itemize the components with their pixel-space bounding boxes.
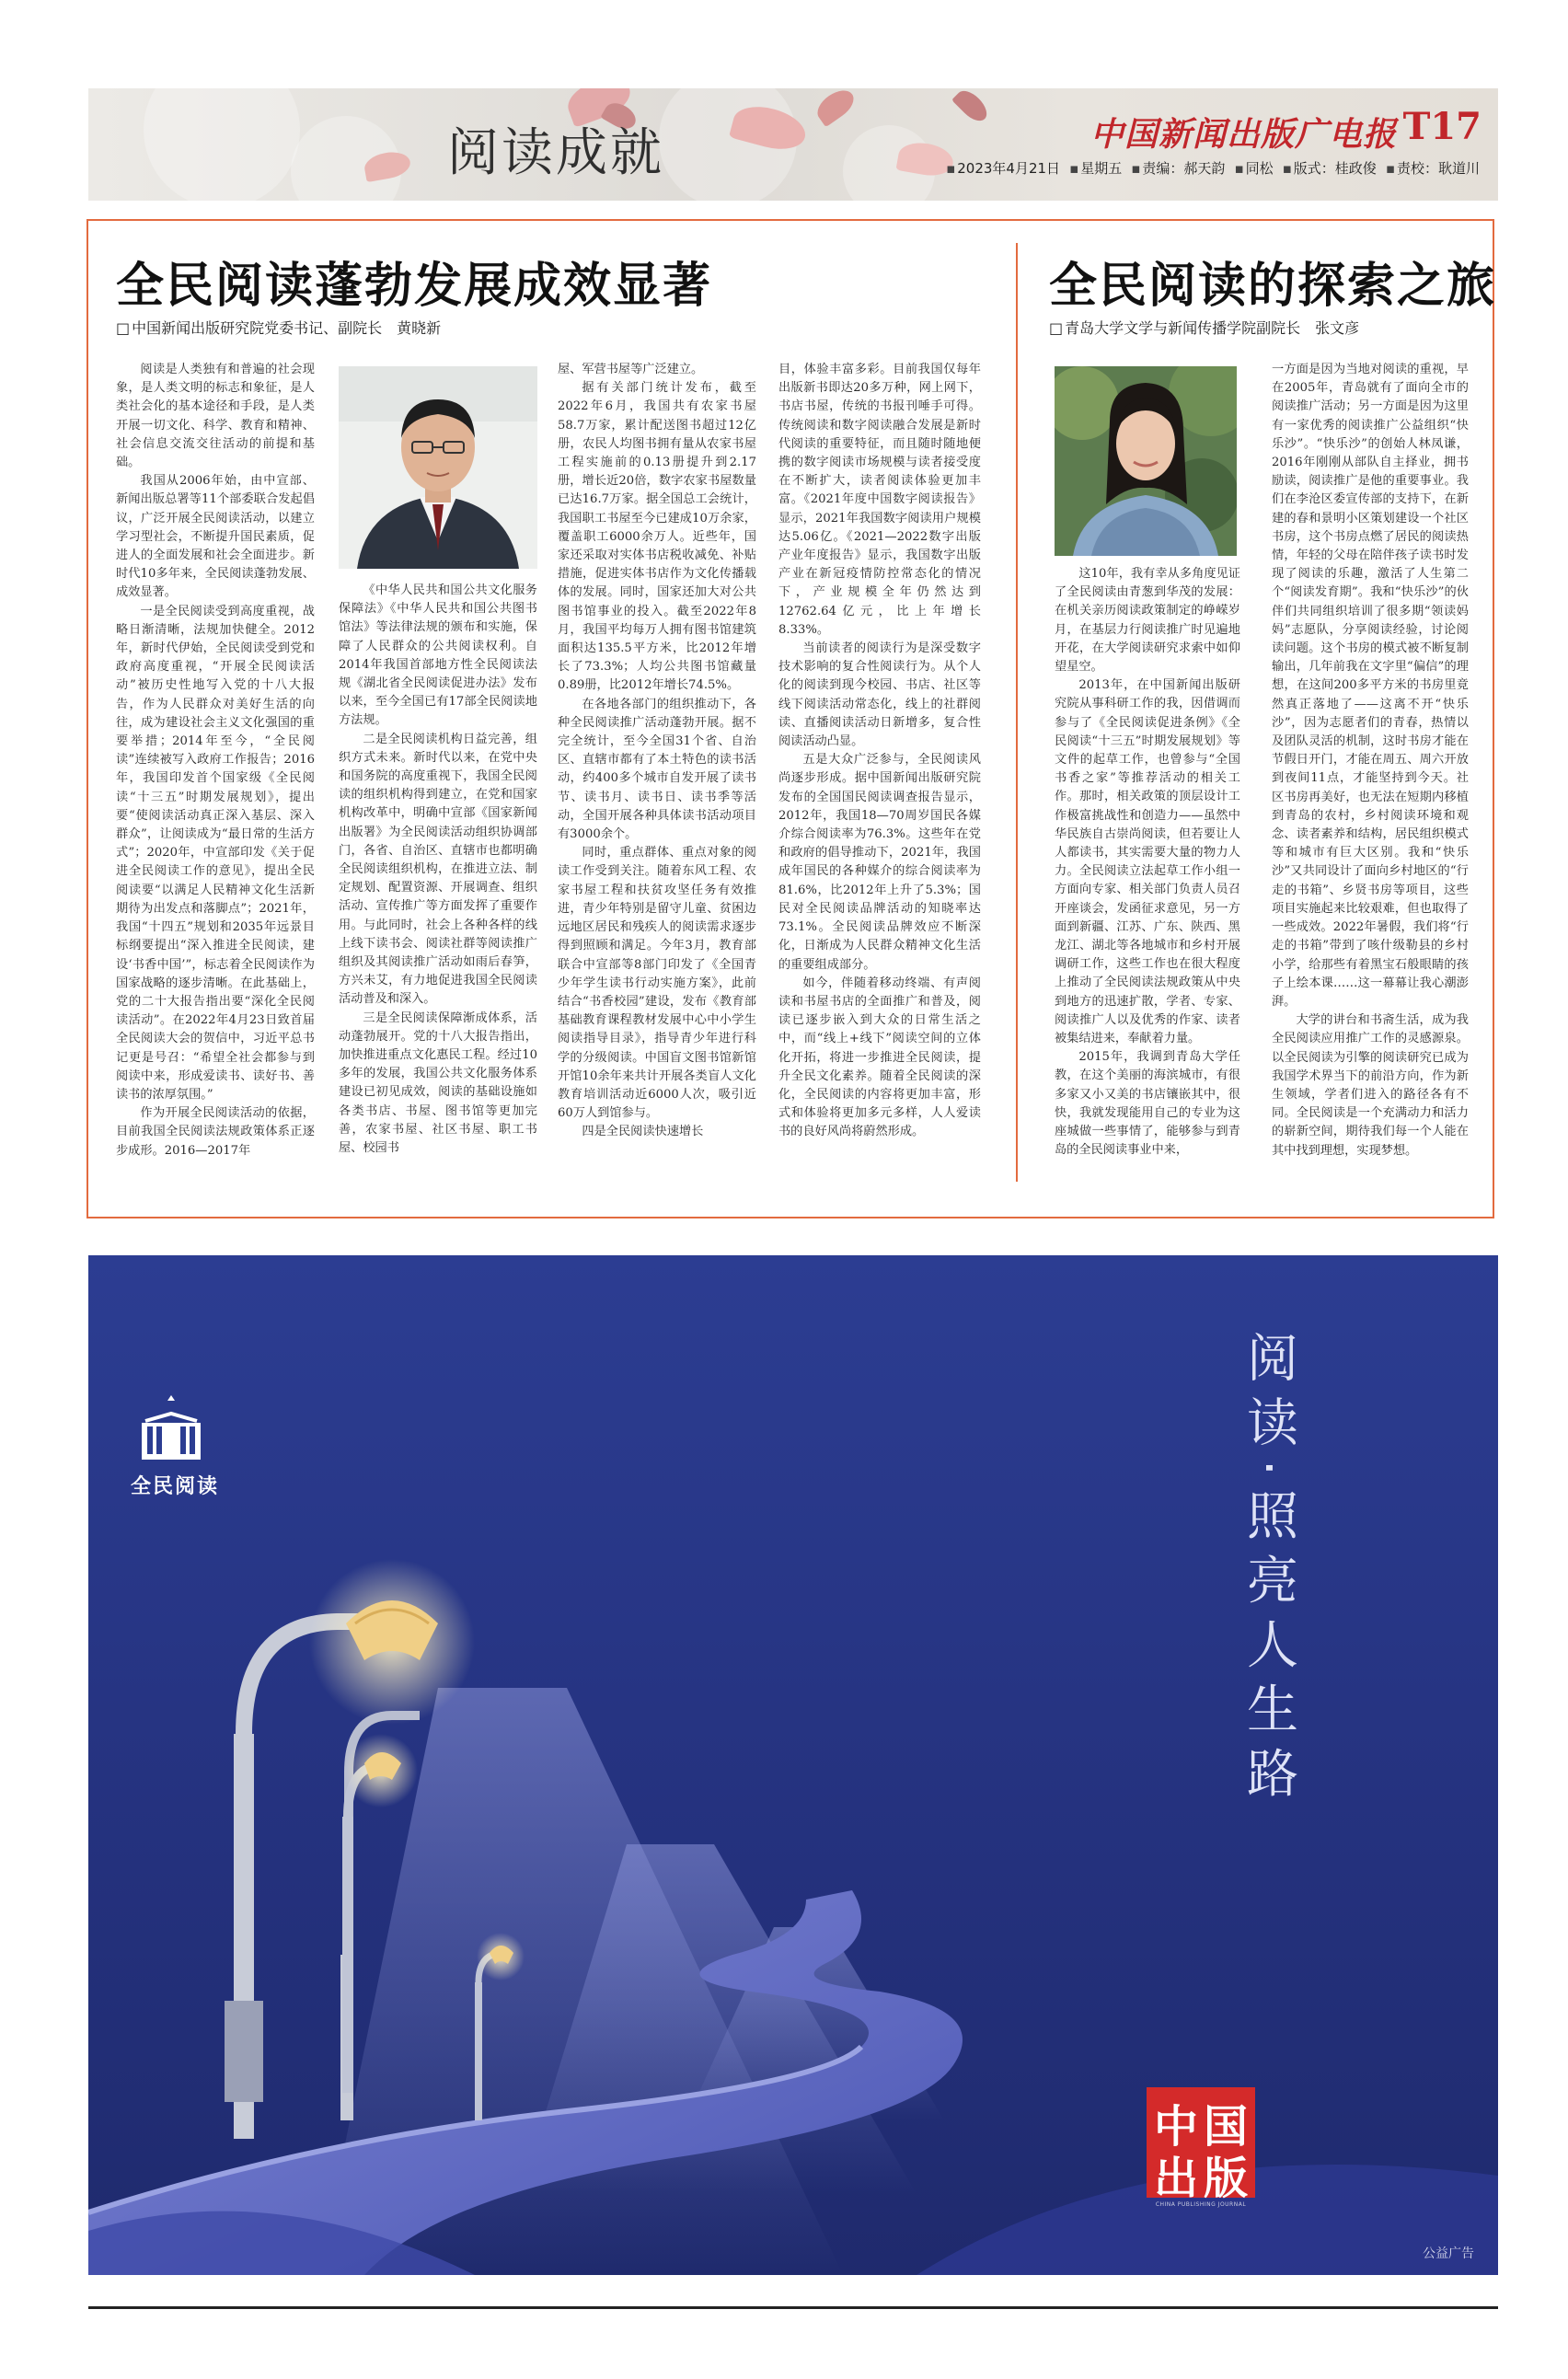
layout-designer: ▪ 版式：桂政俊 xyxy=(1283,158,1377,178)
paragraph: 大学的讲台和书斋生活，成为我全民阅读应用推广工作的灵感源泉。以全民阅读为引擎的阅读研究已成为我国学术界当下的前沿方向，作为新生领域，学者们进入的路径各有不同。全民阅读是一个充满动力和活力的崭新空间，期待我们每一个人能在其中找到理想，实现梦想。 xyxy=(1272,1013,1469,1158)
seal-char: 国 xyxy=(1204,2101,1249,2153)
paragraph: 当前读者的阅读行为是深受数字技术影响的复合性阅读行为。从个人化的阅读到现今校园、书店、社区等线下阅读活动常态化，线上的社群阅读、直播阅读活动日新增多，复合性阅读活动凸显。 xyxy=(778,641,981,749)
column-divider xyxy=(1016,243,1018,1182)
right-article-byline: □ 青岛大学文学与新闻传播学院副院长 张文彦 xyxy=(1049,317,1359,338)
footer-rule xyxy=(88,2306,1498,2309)
page-number: T17 xyxy=(1402,105,1482,148)
paragraph: 我国从2006年始，由中宣部、新闻出版总署等11个部委联合发起倡议，广泛开展全民阅读活动，以建立学习型社会，不断提升国民素质，促进人的全面发展和社会全面进步。新时代10多年来，全民阅读蓬勃发展、成效显著。 xyxy=(116,474,315,600)
paragraph: 三是全民阅读保障渐成体系，活动蓬勃展开。党的十八大报告指出，加快推进重点文化惠民工程。经过10多年的发展，我国公共文化服务体系建设已初见成效，阅读的基础设施如各类书店、书屋、图书馆等更加完善，农家书屋、社区书屋、职工书屋、校园书 xyxy=(339,1010,537,1156)
newspaper-name: 中国新闻出版广电报 xyxy=(1090,115,1397,154)
right-article-column-2 xyxy=(1272,361,1469,1191)
paragraph: 二是全民阅读机构日益完善，组织方式未来。新时代以来，在党中央和国务院的高度重视下，我国全民阅读的组织机构得到建立，在党和国家机构改革中，明确中宣部《国家新闻出版署》为全民阅读活动组织协调部门，各省、自治区、直辖市也都明确全民阅读组织机构，在推进立法、制定规划、配置资源、开展调查、组织活动、宣传推广等方面发挥了重要作用。与此同时，社会上各种各样的线上线下读书会、阅读社群等阅读推广组织及其阅读推广活动如雨后春笋，方兴未艾，有力地促进我国全民阅读活动普及和深入。 xyxy=(339,732,537,1007)
paragraph: 五是大众广泛参与，全民阅读风尚逐步形成。据中国新闻出版研究院发布的全国国民阅读调查报告显示，2012年，我国18—70周岁国民各媒介综合阅读率为76.3%。这些年在党和政府的倡导推动下，2021年，我国成年国民的各种媒介的综合阅读率为81.6%，比2012年上升了5.3%；国民对全民阅读品牌活动的知晓率达73.1%。全民阅读品牌效应不断深化，日渐成为人民群众精神文化生活的重要组成部分。 xyxy=(778,753,981,972)
seal-char: 版 xyxy=(1204,2153,1249,2204)
paragraph: 这10年，我有幸从多角度见证了全民阅读由青葱到华茂的发展：在机关亲历阅读政策制定的峥嵘岁月，在基层力行阅读推广时见遍地开花，在大学阅读研究求索中如仰望星空。 xyxy=(1055,567,1240,675)
issue-meta xyxy=(946,158,1480,178)
section-title: 阅读成就 xyxy=(447,123,664,183)
paragraph: 据有关部门统计发布，截至2022年6月，我国共有农家书屋58.7万家，累计配送图书超过12亿册，农民人均图书拥有量从农家书屋工程实施前的0.13册提升到2.17册，增长近20倍，数字农家书屋数量已达16.7万家。据全国总工会统计，我国职工书屋至今已建成10万余家，覆盖职工6000余万人。近些年，国家还采取对实体书店税收减免、补贴措施，促进实体书店作为文化传播载体的发展。同时，国家还加大对公共图书馆事业的投入。截至2022年8月，我国平均每万人拥有图书馆建筑面积达135.5平方米，比2012年增长了73.3%；人均公共图书馆藏量0.89册，比2012年增长74.5%。 xyxy=(558,381,756,693)
issue-weekday: ▪ 星期五 xyxy=(1069,158,1122,178)
left-article-column-3 xyxy=(558,361,756,1191)
paragraph: 目，体验丰富多彩。目前我国仅每年出版新书即达20多万种，网上网下，书店书屋，传统的书报刊唾手可得。传统阅读和数字阅读融合发展是新时代阅读的重要特征，而且随时随地便携的数字阅读市场规模与读者接受度在不断扩大，读者阅读体验更加丰富。《2021年度中国数字阅读报告》显示，2021年我国数字阅读用户规模达5.06亿。《2021—2022数字出版产业年度报告》显示，我国数字出版产业在新冠疫情防控常态化的情况下，产业规模全年仍然达到12762.64亿元，比上年增长8.33%。 xyxy=(778,363,981,637)
left-article-byline: □ 中国新闻出版研究院党委书记、副院长 黄晓新 xyxy=(116,317,441,338)
left-article-column-1 xyxy=(116,361,315,1191)
paragraph: 阅读是人类独有和普遍的社会现象，是人类文明的标志和象征，是人类社会化的基本途径和手段，是人类开展一切文化、科学、教育和精神、社会信息交流交往活动的前提和基础。 xyxy=(116,363,315,470)
right-article-headline: 全民阅读的探索之旅 xyxy=(1049,259,1497,314)
seal-subtitle: CHINA PUBLISHING JOURNAL xyxy=(1155,2201,1247,2208)
paragraph: 屋、军营书屋等广泛建立。 xyxy=(558,363,704,376)
book-logo-icon xyxy=(136,1395,206,1461)
proofreader: ▪ 责校：耿道川 xyxy=(1386,158,1480,178)
paragraph: 一是全民阅读受到高度重视，战略日渐清晰，法规加快健全。2012年，新时代伊始，全民阅读受到党和政府高度重视，“开展全民阅读活动”被历史性地写入党的十八大报告，作为人民群众对美好生活的向往，成为建设社会主义文化强国的重要举措；2014年至今，“全民阅读”连续被写入政府工作报告；2016年，我国印发首个国家级《全民阅读“十三五”时期发展规划》，提出要“使阅读活动真正深入基层、深入群众”，让阅读成为“最日常的生活方式”；2020年，中宣部印发《关于促进全民阅读工作的意见》，提出全民阅读要“以满足人民精神文化生活新期待为出发点和落脚点”；2021年，我国“十四五”规划和2035年远景目标纲要提出“深入推进全民阅读，建设‘书香中国’”，标志着全民阅读作为国家战略的逐步清晰。在此基础上，党的二十大报告指出要“深化全民阅读活动”。在2022年4月23日致首届全民阅读大会的贺信中，习近平总书记更是号召：“希望全社会都参与到阅读中来，形成爱读书、读好书、善读书的浓厚氛围。” xyxy=(116,604,315,1102)
poster-title: 阅读·照亮人生路 xyxy=(1239,1331,1298,1811)
paragraph: 一方面是因为当地对阅读的重视，早在2005年，青岛就有了面向全市的阅读推广活动；另一方面是因为这里有一家优秀的阅读推广公益组织“快乐沙”。“快乐沙”的创始人林凤谦，2016年刚刚从部队自主择业，拥书励读，阅读推广是他的重要事业。我们在李沧区委宣传部的支持下，在新建的春和景明小区策划建设一个社区书房，这个书房点燃了居民的阅读热情，年轻的父母在陪伴孩子读书时发现了阅读的乐趣，激活了人生第二个“阅读发育期”。我和“快乐沙”的伙伴们共同组织培训了很多期“领读妈妈”志愿队，分享阅读经验，讨论阅读问题。这个书房的模式被不断复制输出，几年前我在文字里“偏信”的理想，在这间200多平方米的书房里竟然真正落地了——这离不开“快乐沙”，因为志愿者们的青春，热情以及团队灵活的机制，这时书房才能在节假日开门，才能在周五、周六开放到夜间11点，才能坚持到今天。社区书房再美好，也无法在短期内移植到青岛的农村，乡村阅读环境和观念、读者素养和结构，居民组织模式等和城市有巨大区别。我和“快乐沙”又共同设计了面向乡村地区的“行走的书箱”、乡贤书房等项目，这些项目实施起来比较艰难，但也取得了一些成效。2022年暑假，我们将“行走的书箱”带到了咳什级勒县的乡村小学，给那些有着黑宝石般眼睛的孩子上绘本课……这一幕幕让我心潮澎湃。 xyxy=(1272,363,1469,1009)
page-header xyxy=(88,88,1498,201)
poster-logo-text: 全民阅读 xyxy=(131,1475,220,1498)
author-photo-huang xyxy=(339,366,537,569)
paragraph: 同时，重点群体、重点对象的阅读工作受到关注。随着东风工程、农家书屋工程和扶贫攻坚任务有效推进，青少年特别是留守儿童、贫困边远地区居民和残疾人的阅读需求逐步得到照顾和满足。今年3月，教育部联合中宣部等8部门印发了《全国青少年学生读书行动实施方案》，此前结合“书香校园”建设，发布《教育部基础教育课程教材发展中心中小学生阅读指导目录》，指导青少年进行科学的分级阅读。中国盲文图书馆新馆开馆10余年来共计开展各类盲人文化教育培训活动近6000人次，吸引近60万人到馆参与。 xyxy=(558,846,756,1121)
seal-char: 中 xyxy=(1154,2101,1199,2153)
left-article-column-4 xyxy=(778,361,981,1191)
right-article-column-1 xyxy=(1055,565,1240,1191)
china-publishing-seal xyxy=(1147,2087,1255,2204)
author-photo-zhang xyxy=(1055,366,1237,556)
paragraph: 2013年，在中国新闻出版研究院从事科研工作的我，因借调而参与了《全民阅读促进条例》《全民阅读“十三五”时期发展规划》等文件的起草工作，也曾参与“全国书香之家”等推荐活动的相关工作。那时，相关政策的顶层设计工作极富挑战性和创造力——虽然中华民族自古崇尚阅读，但若要让人人都读书，其实需要大量的物力人力。全民阅读立法起草工作小组一方面向专家、相关部门负责人员召开座谈会，发函征求意见，另一方面到新疆、江苏、广东、陕西、黑龙江、湖北等各地城市和乡村开展调研工作，这些工作也在很大程度上推动了全民阅读法规政策从中央到地方的迅速扩散，学者、专家、阅读推广人以及优秀的作家、读者被集结进来，奉献着力量。 xyxy=(1055,678,1240,1046)
co-editor: ▪ 同松 xyxy=(1234,158,1273,178)
editor: ▪ 责编：郝天韵 xyxy=(1131,158,1225,178)
seal-char: 出 xyxy=(1154,2153,1199,2204)
paragraph: 四是全民阅读快速增长 xyxy=(582,1125,704,1139)
paragraph: 如今，伴随着移动终端、有声阅读和书屋书店的全面推广和普及，阅读已逐步嵌入到大众的日常生活之中，而“线上+线下”阅读空间的立体化开拓，将进一步推进全民阅读，提升全民文化素养。随着全民阅读的深化，全民阅读的内容将更加丰富，形式和体验将更加多元多样，人人爱读书的良好风尚将蔚然形成。 xyxy=(778,976,981,1139)
issue-date: ▪ 2023年4月21日 xyxy=(946,158,1060,178)
paragraph: 2015年，我调到青岛大学任教，在这个美丽的海滨城市，有很多家又小又美的书店镶嵌其中，很快，我就发现能用自己的专业为这座城做一些事情了，能够参与到青岛的全民阅读事业中来， xyxy=(1055,1050,1240,1158)
paragraph: 作为开展全民阅读活动的依据，目前我国全民阅读法规政策体系正逐步成形。2016—2017年 xyxy=(116,1106,315,1158)
ad-label: 公益广告 xyxy=(1423,2246,1474,2261)
paragraph: 在各地各部门的组织推动下，各种全民阅读推广活动蓬勃开展。据不完全统计，至今全国31个省、自治区、直辖市都有了本土特色的读书活动，约400多个城市自发开展了读书节、读书月、读书日、读书季等活动，全国开展各种具体读书活动项目有3000余个。 xyxy=(558,697,756,842)
paragraph: 《中华人民共和国公共文化服务保障法》《中华人民共和国公共图书馆法》等法律法规的颁布和实施，保障了人民群众的公共阅读权利。自2014年我国首部地方性全民阅读法规《湖北省全民阅读促进办法》发布以来，至今全国已有17部全民阅读地方法规。 xyxy=(339,583,537,728)
public-service-ad xyxy=(88,1255,1498,2275)
left-article-headline: 全民阅读蓬勃发展成效显著 xyxy=(116,259,713,314)
left-article-column-2 xyxy=(339,582,537,1191)
